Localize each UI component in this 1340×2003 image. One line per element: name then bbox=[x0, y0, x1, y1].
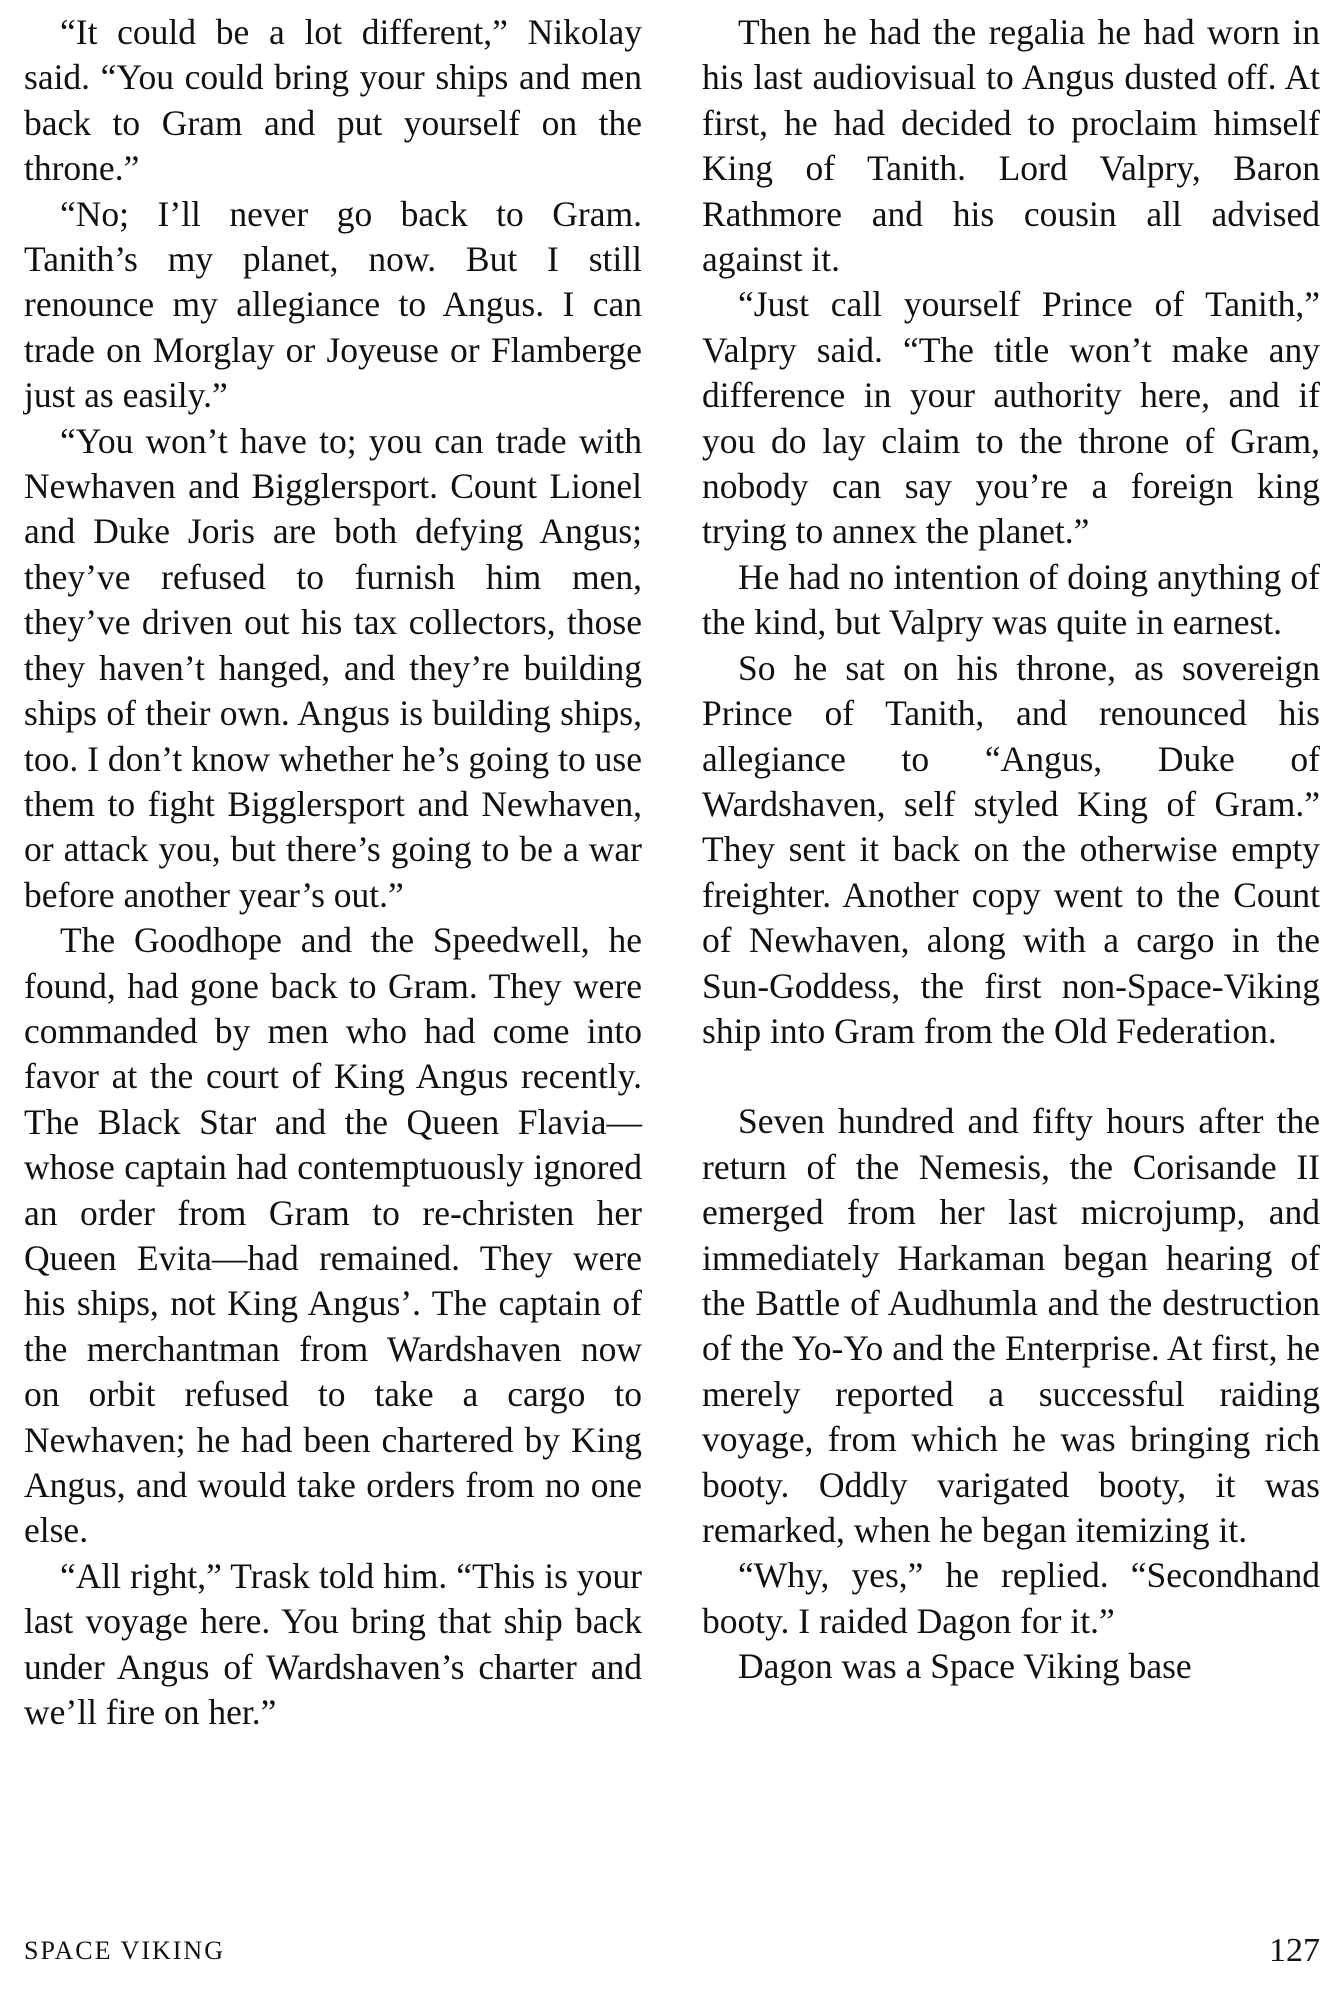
paragraph: “Just call yourself Prince of Tanith,” Valpry said. “The title won’t make any difference in your authority here, and if you do lay claim to the throne of Gram, nobody can say you’re a foreign king trying to annex the planet.” bbox=[702, 284, 1320, 552]
page-number: 127 bbox=[1269, 1932, 1320, 1969]
paragraph: Seven hundred and fifty hours after the return of the Nemesis, the Corisande II emerged from her last microjump, and immediately Harkaman began hearing of the Battle of Audhumla and the destruction of the Yo-Yo and the Enterprise. At first, he merely reported a successful raiding voyage, from which he was bringing rich booty. Oddly varigated booty, it was remarked, when he began itemizing it. bbox=[702, 1101, 1320, 1550]
page-footer bbox=[24, 1932, 1320, 1986]
paragraph: The Goodhope and the Speedwell, he found, had gone back to Gram. They were commanded by men who had come into favor at the court of King Angus recently. The Black Star and the Queen Flavia—whose captain had contemptuously ignored an order from Gram to re-christen her Queen Evita—had remained. They were his ships, not King Angus’. The captain of the merchantman from Wardshaven now on orbit refused to take a cargo to Newhaven; he had been chartered by King Angus, and would take orders from no one else. bbox=[24, 920, 642, 1551]
paragraph: So he sat on his throne, as sovereign Prince of Tanith, and renounced his allegiance to “Angus, Duke of Wardshaven, self styled King of Gram.” They sent it back on the otherwise empty freighter. Another copy went to the Count of Newhaven, along with a cargo in the Sun-Goddess, the first non-Space-Viking ship into Gram from the Old Federation. bbox=[702, 647, 1320, 1051]
running-title: SPACE VIKING bbox=[24, 1936, 225, 1965]
paragraph: He had no intention of doing anything of the kind, but Valpry was quite in earnest. bbox=[702, 556, 1320, 643]
paragraph: “It could be a lot different,” Nikolay said. “You could bring your ships and men back to Gram and put yourself on the throne.” bbox=[24, 12, 642, 189]
right-column bbox=[702, 10, 1320, 1690]
paragraph: Then he had the regalia he had worn in his last audiovisual to Angus dusted off. At first, he had decided to proclaim himself King of Tanith. Lord Valpry, Baron Rathmore and his cousin all advised against it. bbox=[702, 12, 1320, 280]
paragraph: Dagon was a Space Viking base bbox=[738, 1646, 1192, 1687]
paragraph: “All right,” Trask told him. “This is your last voyage here. You bring that ship back under Angus of Wardshaven’s charter and we’ll fire on her.” bbox=[24, 1555, 642, 1733]
paragraph: “You won’t have to; you can trade with Newhaven and Bigglersport. Count Lionel and Duke Joris are both defying Angus; they’ve refused to furnish him men, they’ve driven out his tax collectors, those they haven’t hanged, and they’re building ships of their own. Angus is building ships, too. I don’t know whether he’s going to use them to fight Bigglersport and Newhaven, or attack you, but there’s going to be a war before another year’s out.” bbox=[24, 420, 642, 915]
paragraph: “No; I’ll never go back to Gram. Tanith’s my planet, now. But I still renounce my allegiance to Angus. I can trade on Morglay or Joyeuse or Flamberge just as easily.” bbox=[24, 193, 642, 416]
left-column bbox=[24, 10, 642, 1735]
paragraph: “Why, yes,” he replied. “Secondhand booty. I raided Dagon for it.” bbox=[702, 1555, 1320, 1641]
